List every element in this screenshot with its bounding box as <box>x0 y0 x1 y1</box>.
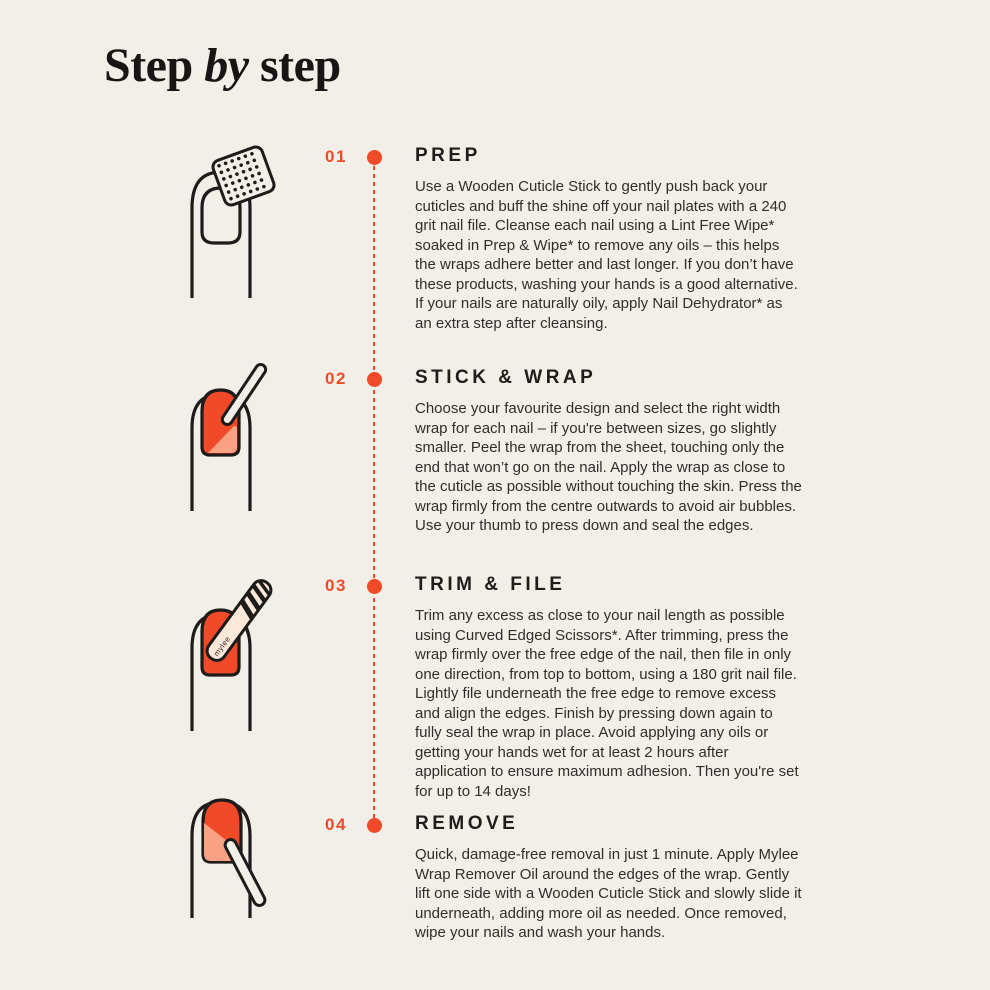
step-section-remove <box>415 813 803 943</box>
cuticle-stick <box>223 838 267 908</box>
timeline-dot-step-1 <box>367 150 382 165</box>
page-title: Step by step <box>104 39 341 92</box>
timeline-dot-step-3 <box>367 579 382 594</box>
step-number-4: 04 <box>325 815 347 834</box>
step-section-stick-and-wrap <box>415 367 803 536</box>
step-body: Quick, damage-free removal in just 1 minute. Apply Mylee Wrap Remover Oil around the edges of the wrap. Gently lift one side with a Wooden Cuticle Stick and slowly slide it underneath, adding more oil as needed. Once removed, wipe your nails and wash your hands. <box>415 846 802 941</box>
file-brand-label: mylee <box>211 634 233 658</box>
step-number-3: 03 <box>325 576 347 595</box>
step-heading: PREP <box>415 145 481 166</box>
step-body: Trim any excess as close to your nail length as possible using Curved Edged Scissors*. After trimming, press the wrap firmly over the free edge of the nail, then file in only one direction, from top to bottom, using a 180 grit nail file. Lightly file underneath the free edge to remove excess and align the edges. Finish by pressing down again to fully seal the wrap in place. Avoid applying any oils or getting your hands wet for at least 2 hours after application to ensure maximum adhesion. Then you're set for up to 14 days! <box>415 607 799 800</box>
step-section-trim-and-file <box>415 574 803 801</box>
buffer-block <box>211 145 276 207</box>
step-heading: TRIM & FILE <box>415 574 566 595</box>
nail-wrap-cuticle-stick-icon <box>181 364 281 524</box>
step-section-prep <box>415 145 803 333</box>
step-heading: STICK & WRAP <box>415 367 597 388</box>
nail-buffer-icon <box>181 142 281 302</box>
step-body: Use a Wooden Cuticle Stick to gently push back your cuticles and buff the shine off your nail plates with a 240 grit nail file. Cleanse each nail using a Lint Free Wipe* soaked in Prep & Wipe* to remove any oils – this helps the wraps adhere better and last longer. If you don’t have these products, washing your hands is a good alternative. If your nails are naturally oily, apply Nail Dehydrator* as an extra step after cleansing. <box>415 178 798 332</box>
timeline-dot-step-4 <box>367 818 382 833</box>
step-number-2: 02 <box>325 369 347 388</box>
timeline-dot-step-2 <box>367 372 382 387</box>
timeline-dashed-line <box>373 158 375 826</box>
step-number-1: 01 <box>325 147 347 166</box>
nail-peel-cuticle-stick-icon <box>181 788 281 923</box>
nail-file-icon <box>181 584 281 744</box>
step-body: Choose your favourite design and select the right width wrap for each nail – if you're between sizes, go slightly smaller. Peel the wrap from the sheet, touching only the end that won’t go on the nail. Apply the wrap as close to the cuticle as possible without touching the skin. Press the wrap firmly from the centre outwards to avoid air bubbles. Use your thumb to press down and seal the edges. <box>415 400 802 534</box>
step-heading: REMOVE <box>415 813 519 834</box>
